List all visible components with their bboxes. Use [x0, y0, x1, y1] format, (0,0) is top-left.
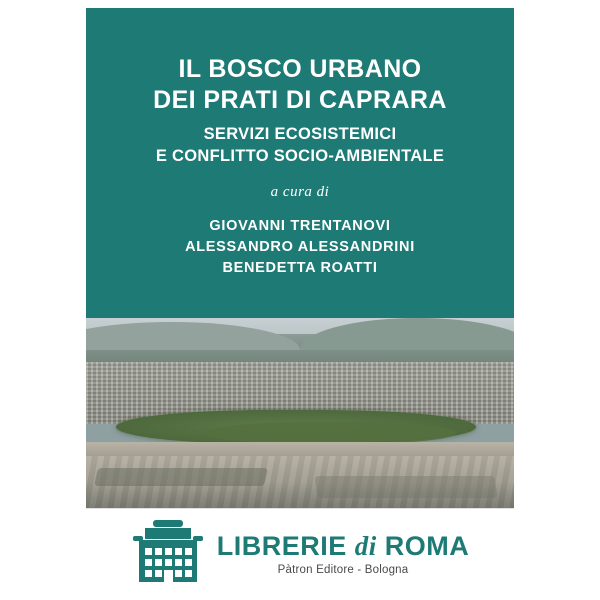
- cover-title-line-2: DEI PRATI DI CAPRARA: [153, 86, 447, 114]
- subtitle-block: [86, 123, 514, 167]
- title-block: [86, 54, 514, 167]
- editor-name: GIOVANNI TRENTANOVI: [209, 218, 391, 234]
- bookshop-building-icon: [131, 518, 205, 584]
- publisher-name-part-3: ROMA: [384, 530, 470, 561]
- publisher-name-part-2: di: [354, 530, 377, 561]
- publisher-name-part-1: LIBRERIE: [216, 530, 347, 561]
- publisher-logo: [86, 509, 514, 592]
- publisher-name: [217, 531, 470, 561]
- editors-block: [86, 184, 514, 279]
- cover-subtitle-line-2: E CONFLITTO SOCIO-AMBIENTALE: [155, 147, 445, 165]
- cover-photograph: [86, 318, 514, 508]
- editor-name: BENEDETTA ROATTI: [222, 260, 378, 276]
- editors-label: a cura di: [270, 184, 330, 200]
- cover-card: [86, 8, 514, 592]
- photo-bottom-shadow: [86, 482, 514, 508]
- editor-name: ALESSANDRO ALESSANDRINI: [185, 239, 415, 255]
- cover-title-line-1: IL BOSCO URBANO: [178, 55, 422, 83]
- publisher-logo-text: [217, 531, 470, 576]
- publisher-logo-band: [86, 508, 514, 592]
- publisher-imprint: Pàtron Editore - Bologna: [277, 563, 409, 576]
- photo-urban-forest-core: [206, 422, 456, 444]
- cover-subtitle-line-1: SERVIZI ECOSISTEMICI: [203, 125, 397, 143]
